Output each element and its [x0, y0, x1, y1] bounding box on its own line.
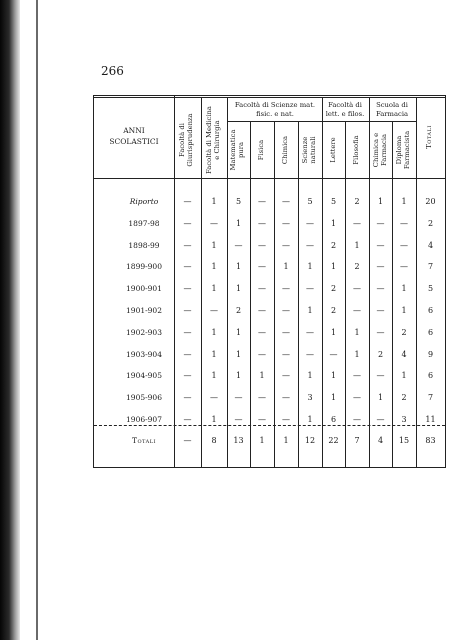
table-cell: 1 [235, 349, 242, 359]
table-cell: — [183, 218, 192, 228]
table-cell: — [258, 284, 266, 294]
totals-cell: 7 [354, 436, 360, 445]
totals-cell: 1 [259, 436, 265, 445]
table-cell: — [306, 327, 314, 337]
table-cell: — [306, 349, 314, 359]
totals-cell: 15 [398, 436, 410, 445]
table-cell: 1 [330, 371, 337, 381]
col-header-fisica: Fisica [257, 139, 266, 161]
table-cell: 1 [401, 371, 407, 381]
table-cell: — [183, 284, 192, 294]
table-cell: 1 [235, 218, 242, 228]
table-cell: — [210, 218, 218, 228]
table-cell: — [183, 393, 192, 403]
table-cell: — [258, 197, 266, 206]
totals-cell: 22 [328, 436, 339, 445]
col-divider [416, 97, 417, 467]
table-cell: 2 [354, 262, 360, 272]
col-header-lettere: Lettere [329, 137, 338, 163]
table-cell: — [400, 262, 408, 272]
col-header-chimica: Chimica [281, 135, 290, 165]
table-cell: 2 [401, 327, 407, 337]
table-cell: — [282, 393, 290, 403]
table-cell: — [234, 393, 243, 403]
table-cell: 1 [307, 371, 313, 381]
col-header-filosofia: Filosofia [352, 135, 361, 165]
table-cell: — [353, 415, 361, 424]
table-cell: — [183, 349, 192, 359]
table-cell: 1 [235, 284, 242, 294]
table-cell: — [258, 327, 266, 337]
table-cell: — [353, 284, 361, 294]
table-cell: 20 [425, 197, 436, 206]
col-header-totali: Totali [425, 125, 434, 149]
table-cell: 4 [401, 349, 407, 359]
table-cell: 2 [330, 306, 337, 315]
table-cell: — [282, 240, 290, 250]
totals-label: Totali [131, 436, 157, 445]
table-cell: 4 [427, 240, 434, 250]
table-cell: — [258, 240, 266, 250]
table-bottom-rule [94, 467, 445, 468]
col-header-matematica: Matematica pura [229, 129, 245, 171]
table-cell: 6 [427, 327, 434, 337]
table-cell: 1 [377, 197, 384, 206]
totals-cell: 8 [211, 436, 217, 445]
table-cell: — [353, 306, 361, 315]
row-year-label: 1905-906 [126, 393, 162, 403]
table-cell: 1 [235, 371, 242, 381]
statistics-table [93, 95, 446, 468]
table-cell: — [234, 240, 243, 250]
table-cell: 9 [427, 349, 434, 359]
book-spine-shadow [0, 0, 20, 640]
table-cell: — [282, 284, 290, 294]
table-cell: — [376, 262, 385, 272]
table-cell: 1 [259, 371, 265, 381]
table-cell: — [376, 240, 385, 250]
table-cell: — [282, 306, 290, 315]
table-top-rule-double [94, 97, 445, 98]
row-year-label: 1903-904 [126, 349, 162, 359]
table-cell: — [400, 218, 408, 228]
table-cell: 1 [307, 262, 313, 272]
table-cell: — [258, 262, 266, 272]
table-cell: — [183, 306, 192, 315]
table-cell: 2 [427, 218, 434, 228]
table-cell: 1 [330, 262, 337, 272]
col-header-chimica-farmacia: Chimica e Farmacia [372, 132, 388, 168]
table-cell: — [282, 415, 290, 424]
table-cell: — [258, 393, 266, 403]
col-header-diploma-farmacista: Diploma Farmacista [395, 130, 411, 170]
table-cell: 1 [211, 415, 217, 424]
totals-cell: — [183, 436, 192, 445]
row-year-label: 1902-903 [126, 327, 162, 337]
table-cell: 2 [235, 306, 242, 315]
table-cell: 1 [211, 349, 217, 359]
table-cell: 1 [235, 327, 242, 337]
col-divider [174, 95, 175, 467]
table-cell: 1 [377, 393, 384, 403]
table-cell: — [258, 415, 266, 424]
table-cell: 11 [425, 415, 436, 424]
page-edge-line [36, 0, 38, 640]
table-cell: 1 [211, 240, 217, 250]
totals-cell: 13 [233, 436, 244, 445]
table-cell: — [353, 218, 361, 228]
table-cell: 1 [307, 306, 313, 315]
table-cell: 1 [235, 262, 242, 272]
table-cell: — [210, 306, 218, 315]
table-top-rule [94, 95, 445, 96]
totals-cell: 83 [425, 436, 436, 445]
table-cell: — [306, 218, 314, 228]
table-cell: 1 [211, 262, 217, 272]
totals-cell: 1 [283, 436, 289, 445]
table-cell: — [282, 197, 290, 206]
table-cell: 1 [354, 349, 360, 359]
table-cell: — [183, 262, 192, 272]
row-year-label: 1898-99 [128, 240, 160, 250]
table-cell: — [183, 415, 192, 424]
table-cell: 5 [330, 197, 337, 206]
table-cell: — [258, 218, 266, 228]
col-header-scienze-naturali: Scienze naturali [301, 136, 317, 164]
table-cell: — [258, 306, 266, 315]
table-cell: 5 [307, 197, 313, 206]
table-cell: 3 [307, 393, 313, 403]
table-cell: 1 [211, 371, 217, 381]
row-year-label: 1904-905 [126, 371, 162, 381]
table-cell: 1 [330, 218, 337, 228]
table-cell: 1 [354, 327, 360, 337]
table-cell: 2 [354, 197, 360, 206]
row-year-label: 1901-902 [126, 306, 162, 315]
table-cell: — [282, 349, 290, 359]
table-cell: — [183, 240, 192, 250]
table-cell: — [376, 415, 385, 424]
table-cell: — [210, 393, 218, 403]
row-year-label: 1900-901 [126, 284, 162, 294]
col-divider [322, 97, 323, 467]
table-cell: — [306, 240, 314, 250]
col-divider [369, 97, 370, 467]
table-cell: 5 [235, 197, 242, 206]
table-cell: — [376, 327, 385, 337]
table-cell: 1 [354, 240, 360, 250]
table-cell: — [376, 284, 385, 294]
table-cell: 1 [330, 327, 337, 337]
anni-scolastici-header: ANNI SCOLASTICI [109, 126, 159, 146]
group-header-farmacia: Scuola di Farmacia [375, 101, 409, 118]
table-cell: — [329, 349, 338, 359]
table-cell: 1 [401, 197, 407, 206]
table-cell: — [183, 371, 192, 381]
table-cell: 5 [427, 284, 434, 294]
table-cell: — [282, 218, 290, 228]
row-year-label: 1897-98 [128, 218, 160, 228]
table-cell: — [376, 306, 385, 315]
table-cell: 1 [283, 262, 289, 272]
table-cell: 1 [330, 393, 337, 403]
table-cell: — [353, 371, 361, 381]
totals-cell: 4 [377, 436, 384, 445]
col-divider [201, 97, 202, 467]
table-cell: 1 [211, 284, 217, 294]
table-cell: 7 [427, 262, 434, 272]
table-cell: 6 [427, 371, 434, 381]
table-cell: 2 [330, 284, 337, 294]
table-cell: 7 [427, 393, 434, 403]
row-year-label: 1906-907 [126, 415, 162, 424]
totals-cell: 12 [304, 436, 316, 445]
table-cell: 3 [401, 415, 407, 424]
table-cell: 6 [427, 306, 434, 315]
table-cell: — [183, 327, 192, 337]
table-cell: 1 [401, 306, 407, 315]
table-cell: 6 [330, 415, 337, 424]
table-cell: — [376, 218, 385, 228]
table-cell: 2 [330, 240, 337, 250]
row-year-label: Riporto [129, 197, 159, 206]
table-cell: — [183, 197, 192, 206]
table-cell: — [400, 240, 408, 250]
page-number: 266 [101, 64, 124, 78]
table-cell: 1 [401, 284, 407, 294]
table-cell: — [353, 393, 361, 403]
table-cell: — [376, 371, 385, 381]
row-year-label: 1899-900 [126, 262, 162, 272]
table-cell: — [306, 284, 314, 294]
col-divider [227, 97, 228, 467]
table-cell: — [258, 349, 266, 359]
col-header-medicina: Facoltà di Medicina e Chirurgia [205, 106, 221, 174]
table-cell: — [234, 415, 243, 424]
table-cell: 2 [401, 393, 407, 403]
group-header-lettere: Facoltà di lett. e filos. [325, 101, 365, 118]
table-cell: 1 [211, 327, 217, 337]
table-cell: 1 [307, 415, 313, 424]
table-cell: 1 [211, 197, 217, 206]
col-header-giurisprudenza: Facoltà di Giurisprudenza [178, 113, 194, 167]
group-header-scienze: Facoltà di Scienze mat. fisic. e nat. [234, 101, 316, 118]
table-cell: — [282, 371, 290, 381]
table-cell: — [282, 327, 290, 337]
table-cell: 2 [377, 349, 384, 359]
